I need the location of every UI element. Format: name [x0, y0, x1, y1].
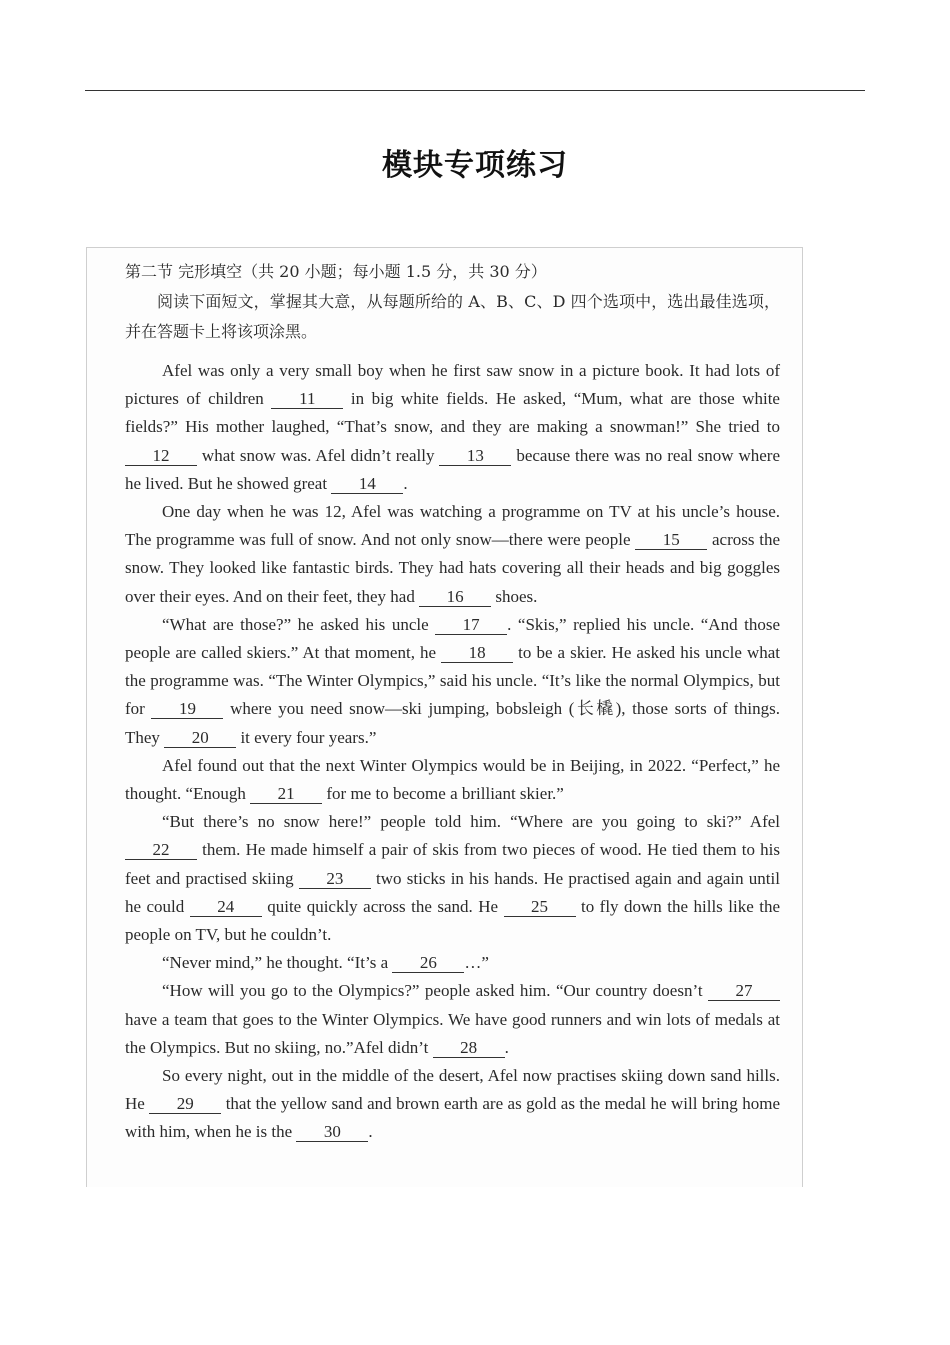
blank-17: 17 — [435, 616, 507, 635]
blank-26: 26 — [392, 954, 464, 973]
passage-paragraph-4: Afel found out that the next Winter Olympics would be in Beijing, in 2022. “Perfect,” he thought. “Enough 21 for me to become a brilliant skier.” — [125, 755, 780, 804]
blank-15: 15 — [635, 531, 707, 550]
section-instruction: 阅读下面短文，掌握其大意，从每题所给的 A、B、C、D 四个选项中，选出最佳选项，并在答题卡上将该项涂黑。 — [125, 292, 780, 341]
blank-25: 25 — [504, 898, 576, 917]
passage-paragraph-8: So every night, out in the middle of the desert, Afel now practises skiing down sand hills. He 29 that the yellow sand and brown earth are as gold as the medal he will bring home with him, when he is the 30 . — [125, 1066, 780, 1142]
section-heading: 第二节 完形填空（共 20 小题；每小题 1.5 分，共 30 分） — [125, 262, 547, 281]
header-rule — [85, 90, 865, 91]
passage-paragraph-1: Afel was only a very small boy when he first saw snow in a picture book. It had lots of pictures of children 11 in big white fields. He asked, “Mum, what are those white fields?” His mother laughed, “That’s snow, and they are making a snowman!” She tried to 12 what snow was. Afel didn’t really 13 because there was no real snow where he lived. But he showed great 14 . — [125, 361, 780, 493]
blank-14: 14 — [331, 475, 403, 494]
blank-23: 23 — [299, 870, 371, 889]
blank-30: 30 — [296, 1123, 368, 1142]
passage-paragraph-6: “Never mind,” he thought. “It’s a 26 …” — [162, 953, 489, 973]
blank-13: 13 — [439, 447, 511, 466]
blank-11: 11 — [271, 390, 343, 409]
passage-paragraph-5: “But there’s no snow here!” people told him. “Where are you going to ski?” Afel 22 them. He made himself a pair of skis from two pieces of wood. He tied them to his feet and practised skiing 23 two sticks in his hands. He practised again and again until he could 24 quite quickly across the sand. He 25 to fly down the hills like the people on TV, but he couldn’t. — [125, 812, 780, 945]
page-title: 模块专项练习 — [382, 148, 568, 183]
blank-16: 16 — [419, 588, 491, 607]
blank-12: 12 — [125, 447, 197, 466]
blank-24: 24 — [190, 898, 262, 917]
blank-21: 21 — [250, 785, 322, 804]
blank-29: 29 — [149, 1095, 221, 1114]
passage-paragraph-2: One day when he was 12, Afel was watching a programme on TV at his uncle’s house. The programme was full of snow. And not only snow—there were people 15 across the snow. They looked like fantastic birds. They had hats covering all their heads and big goggles over their eyes. And on their feet, they had 16 shoes. — [125, 502, 780, 606]
blank-27: 27 — [708, 982, 780, 1001]
blank-20: 20 — [164, 729, 236, 748]
blank-19: 19 — [151, 700, 223, 719]
passage-paragraph-7: “How will you go to the Olympics?” people asked him. “Our country doesn’t 27 have a team that goes to the Winter Olympics. We have good runners and win lots of medals at the Olympics. But no skiing, no.”Afel didn’t 28 . — [125, 981, 780, 1057]
blank-28: 28 — [433, 1039, 505, 1058]
scanned-exam-excerpt — [86, 247, 803, 1187]
passage-paragraph-3: “What are those?” he asked his uncle 17 . “Skis,” replied his uncle. “And those people are called skiers.” At that moment, he 18 to be a skier. He asked his uncle what the programme was. “The Winter Olympics,” said his uncle. “It’s like the normal Olympics, but for 19 where you need snow—ski jumping, bobsleigh (长橇), those sorts of things. They 20 it every four years.” — [125, 614, 780, 747]
blank-22: 22 — [125, 841, 197, 860]
blank-18: 18 — [441, 644, 513, 663]
